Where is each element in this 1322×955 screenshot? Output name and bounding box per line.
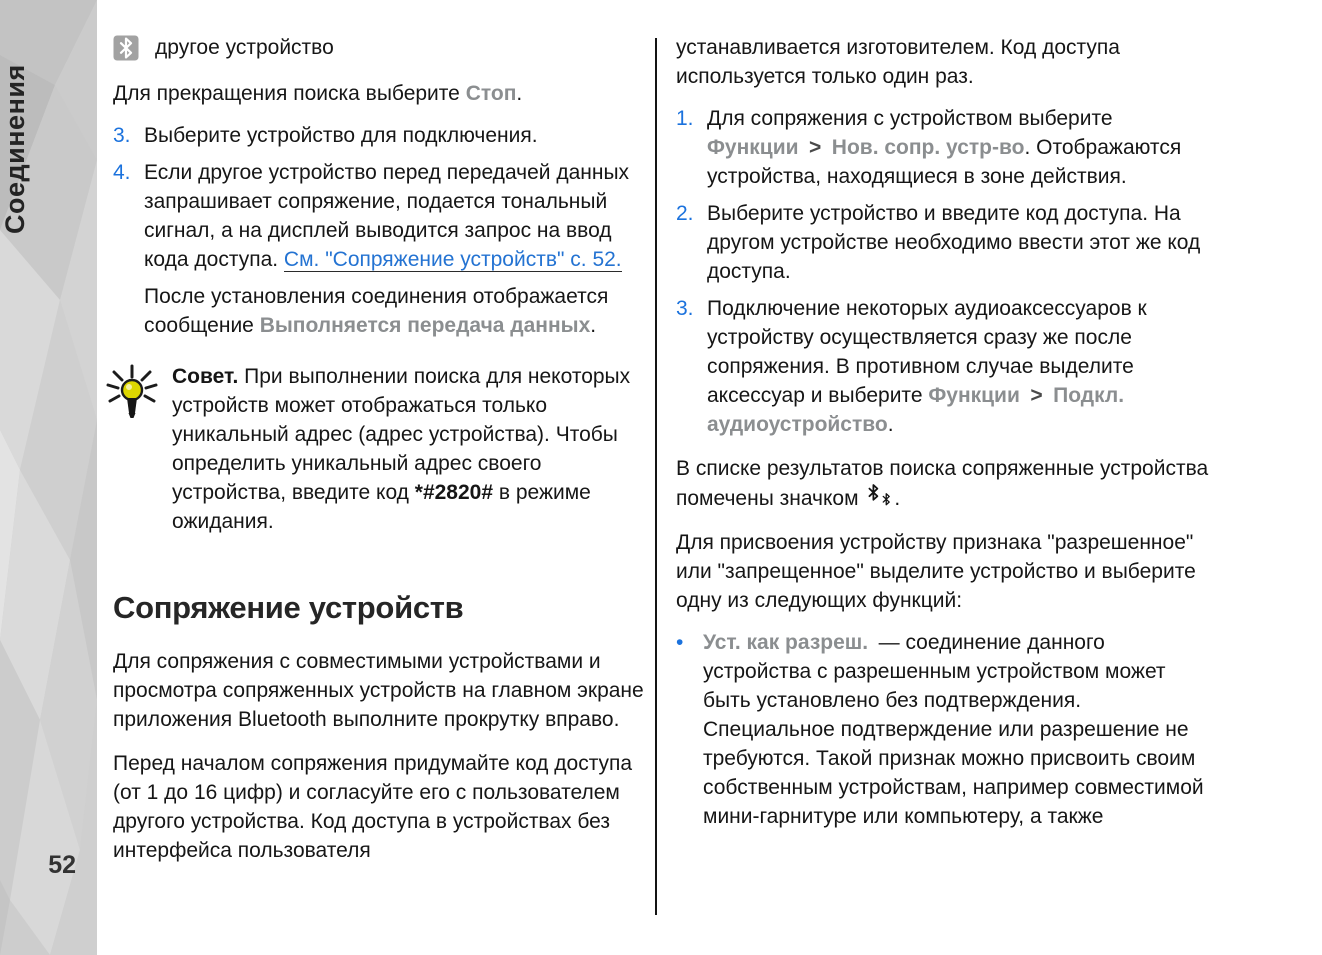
text-segment: Подкл. аудиоустройство <box>707 384 1125 436</box>
step-text <box>707 104 1210 191</box>
step-text <box>707 294 1210 439</box>
text-segment: . <box>590 314 597 337</box>
text-segment: После установления соединения отображается сообщение <box>144 285 609 337</box>
tip-text <box>172 362 650 536</box>
passcode-continuation-paragraph <box>676 33 1210 91</box>
text-segment: Нов. сопр. устр-во <box>831 136 1025 159</box>
text-segment: в режиме ожидания. <box>172 481 591 533</box>
tip-block <box>113 362 650 536</box>
steps-list-right <box>676 104 1210 439</box>
authorisation-paragraph <box>676 528 1210 615</box>
step-item <box>113 158 650 274</box>
text-segment: . Отображаются устройства, находящиеся в зоне действия. <box>707 136 1182 188</box>
text-segment: . <box>516 82 523 105</box>
text-segment: Функции <box>707 136 799 159</box>
text-segment: Выберите устройство и введите код доступа. На другом устройстве необходимо ввести этот же код доступа. <box>707 202 1201 283</box>
text-segment: Для прекращения поиска выберите <box>113 82 466 105</box>
cross-reference-link[interactable]: См. "Сопряжение устройств" с. 52. <box>283 248 622 271</box>
paired-bluetooth-icon <box>864 483 894 513</box>
connection-note-paragraph <box>113 282 650 340</box>
step-text <box>707 199 1210 286</box>
text-segment: Если другое устройство перед передачей данных запрашивает сопряжение, подается тональный сигнал, а на дисплей выводится запрос на ввод кода доступа. <box>144 161 630 271</box>
text-segment: . <box>887 413 894 436</box>
text-segment: *#2820# <box>414 481 494 504</box>
bullet-dot-icon: • <box>676 631 684 654</box>
step-item <box>113 121 650 150</box>
steps-list-left <box>113 121 650 274</box>
device-type-row <box>113 33 650 62</box>
step-number: 4. <box>113 161 131 184</box>
step-text <box>144 121 650 150</box>
lightbulb-tip-icon <box>104 363 160 429</box>
page-number: 52 <box>48 851 76 879</box>
step-number: 3. <box>676 297 694 320</box>
paired-devices-paragraph <box>676 454 1210 513</box>
step-text <box>144 158 650 274</box>
passcode-paragraph <box>113 749 650 865</box>
options-bullet-list <box>676 628 1210 831</box>
text-segment: > <box>1019 384 1054 407</box>
step-number: 1. <box>676 107 694 130</box>
pairing-intro-paragraph <box>113 647 650 734</box>
right-column <box>676 0 1210 839</box>
text-segment: Совет. <box>172 365 245 388</box>
bullet-item <box>676 628 1210 831</box>
text-segment: > <box>798 136 832 159</box>
text-segment: Уст. как разреш. <box>703 631 869 654</box>
text-segment: Для присвоения устройству признака "разрешенное" или "запрещенное" выделите устройство и выберите одну из следующих функций: <box>676 531 1196 612</box>
step-number: 3. <box>113 124 131 147</box>
text-segment: При выполнении поиска для некоторых устройств может отображаться только уникальный адрес (адрес устройства). Чтобы определить уникальный адрес своего устройства, введите код <box>172 365 631 504</box>
column-divider <box>655 38 657 915</box>
step-item <box>676 294 1210 439</box>
section-heading: Сопряжение устройств <box>113 590 464 625</box>
step-item <box>676 199 1210 286</box>
text-segment: — соединение данного устройства с разрешенным устройством может быть установлено без подтверждения. Специальное подтверждение или разрешение не требуются. Такой признак можно присвоить своим собственным устройствам, например совместимой мини-гарнитуре или компьютеру, а также <box>703 631 1204 828</box>
text-segment: Подключение некоторых аудиоаксессуаров к устройству осуществляется сразу же после сопряжения. В противном случае выделите аксессуар и выберите <box>707 297 1147 407</box>
chapter-sidebar <box>0 0 97 955</box>
text-segment: Выберите устройство для подключения. <box>144 124 538 147</box>
text-segment: Функции <box>928 384 1020 407</box>
bullet-text <box>703 628 1210 831</box>
left-column <box>113 0 650 865</box>
text-segment: . <box>894 487 901 510</box>
text-segment: устанавливается изготовителем. Код доступа используется только один раз. <box>676 36 1120 88</box>
bluetooth-icon <box>113 35 139 61</box>
step-number: 2. <box>676 202 694 225</box>
text-segment: Для сопряжения с устройством выберите <box>707 107 1113 130</box>
text-segment: В списке результатов поиска сопряженные устройства помечены значком <box>676 457 1209 510</box>
stop-search-paragraph <box>113 79 650 108</box>
text-segment: Перед началом сопряжения придумайте код доступа (от 1 до 16 цифр) и согласуйте его с пользователем другого устройства. Код доступа в устройствах без интерфейса пользователя <box>113 751 633 862</box>
step-item <box>676 104 1210 191</box>
chapter-title: Соединения <box>0 64 30 234</box>
device-type-label: другое устройство <box>155 36 334 59</box>
text-segment: Выполняется передача данных <box>259 314 591 337</box>
text-segment: Стоп <box>465 82 517 105</box>
text-segment: Для сопряжения с совместимыми устройствами и просмотра сопряженных устройств на главном экране приложения Bluetooth выполните прокрутку вправо. <box>113 649 644 731</box>
